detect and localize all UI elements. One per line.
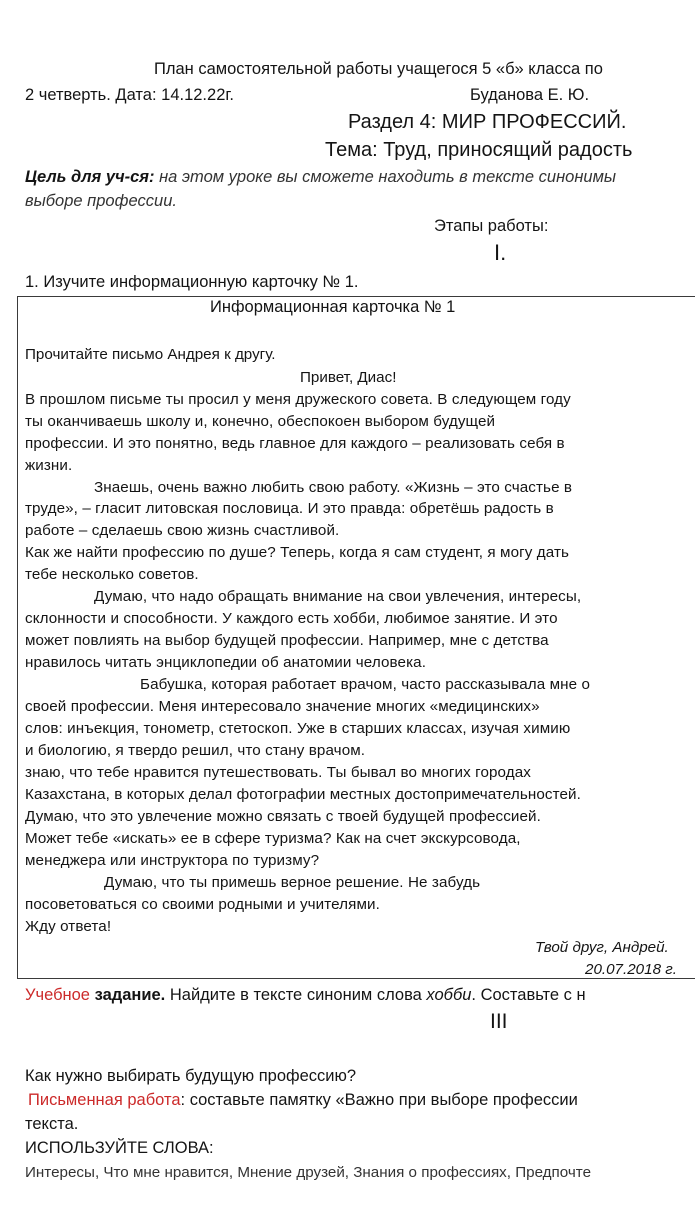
letter-line: своей профессии. Меня интересовало значение многих «медицинских» xyxy=(25,698,540,715)
card-greeting: Привет, Диас! xyxy=(300,369,397,386)
letter-line: Бабушка, которая работает врачом, часто рассказывала мне о xyxy=(140,676,591,693)
letter-line: работе – сделаешь свою жизнь счастливой. xyxy=(25,522,340,539)
letter-signature: Твой друг, Андрей. xyxy=(535,939,669,956)
assignment-label: задание. xyxy=(90,986,166,1004)
letter-line: Может тебе «искать» ее в сфере туризма? Как на счет экскурсовода, xyxy=(25,830,521,847)
stage-3-numeral: III xyxy=(490,1010,508,1033)
letter-line: и биологию, я твердо решил, что стану врачом. xyxy=(25,742,366,759)
teacher-name: Буданова Е. Ю. xyxy=(470,86,590,104)
letter-line: Думаю, что ты примешь верное решение. Не забудь xyxy=(104,874,481,891)
section-prefix: Раздел 4: xyxy=(348,111,442,133)
letter-line: Думаю, что надо обращать внимание на свои увлечения, интересы, xyxy=(94,588,582,605)
letter-line: Знаешь, очень важно любить свою работу. «Жизнь – это счастье в xyxy=(94,479,573,496)
card-title: Информационная карточка № 1 xyxy=(210,298,456,316)
letter-line: нравилось читать энциклопедии об анатомии человека. xyxy=(25,654,427,671)
letter-line: склонности и способности. У каждого есть хобби, любимое занятие. И это xyxy=(25,610,558,627)
letter-line: В прошлом письме ты просил у меня дружеского совета. В следующем году xyxy=(25,391,571,408)
card-instruction: Прочитайте письмо Андрея к другу. xyxy=(25,346,276,363)
letter-line: ты оканчиваешь школу и, конечно, обеспокоен выбором будущей xyxy=(25,413,496,430)
plan-title: План самостоятельной работы учащегося 5 «б» класса по xyxy=(154,60,603,78)
goal-line-2: выборе профессии. xyxy=(25,192,177,210)
quarter-date: 2 четверть. Дата: 14.12.22г. xyxy=(25,86,234,104)
section-suffix: . xyxy=(620,111,627,133)
letter-line: труде», – гласит литовская пословица. И это правда: обретёшь радость в xyxy=(25,500,554,517)
section-name: МИР ПРОФЕССИЙ xyxy=(441,111,621,133)
assignment-text-2: . Составьте с н xyxy=(471,986,586,1004)
letter-line: слов: инъекция, тонометр, стетоскоп. Уже в старших классах, изучая химию xyxy=(25,720,571,737)
letter-line: жизни. xyxy=(25,457,73,474)
written-label: Письменная работа xyxy=(28,1091,181,1109)
letter-date: 20.07.2018 г. xyxy=(585,961,677,978)
use-words-title: ИСПОЛЬЗУЙТЕ СЛОВА: xyxy=(25,1139,214,1157)
letter-line: Казахстана, в которых делал фотографии местных достопримечательностей. xyxy=(25,786,581,803)
use-words-list: Интересы, Что мне нравится, Мнение друзей, Знания о профессиях, Предпочте xyxy=(25,1164,592,1181)
section-heading xyxy=(348,111,626,134)
stage-1-numeral: I. xyxy=(494,240,507,265)
letter-line: Как же найти профессию по душе? Теперь, когда я сам студент, я могу дать xyxy=(25,544,570,561)
assignment-text: Найдите в тексте синоним слова xyxy=(165,986,427,1004)
topic-heading: Тема: Труд, приносящий радость xyxy=(325,139,633,161)
letter-line: Жду ответа! xyxy=(25,918,112,935)
assignment-word: хобби xyxy=(426,986,472,1004)
goal-text: на этом уроке вы сможете находить в тексте синонимы xyxy=(154,168,617,186)
letter-line: посоветоваться со своими родными и учителями. xyxy=(25,896,380,913)
letter-line: менеджера или инструктора по туризму? xyxy=(25,852,320,869)
question-line: Как нужно выбирать будущую профессию? xyxy=(25,1067,357,1085)
letter-line: тебе несколько советов. xyxy=(25,566,199,583)
assignment-label-red: Учебное xyxy=(25,986,90,1004)
letter-line: профессии. И это понятно, ведь главное для каждого – реализовать себя в xyxy=(25,435,565,452)
letter-line: может повлиять на выбор будущей профессии. Например, мне с детства xyxy=(25,632,549,649)
written-text: : составьте памятку «Важно при выборе профессии xyxy=(180,1091,578,1109)
letter-line: знаю, что тебе нравится путешествовать. Ты бывал во многих городах xyxy=(25,764,531,781)
task-1: 1. Изучите информационную карточку № 1. xyxy=(25,273,359,291)
letter-line: Думаю, что это увлечение можно связать с твоей будущей профессией. xyxy=(25,808,541,825)
stages-title: Этапы работы: xyxy=(434,217,549,235)
assignment-line xyxy=(25,986,586,1005)
goal-label: Цель для уч-ся: xyxy=(25,168,155,186)
written-line-2: текста. xyxy=(25,1115,79,1133)
goal-line xyxy=(25,168,616,187)
written-line xyxy=(28,1091,578,1110)
